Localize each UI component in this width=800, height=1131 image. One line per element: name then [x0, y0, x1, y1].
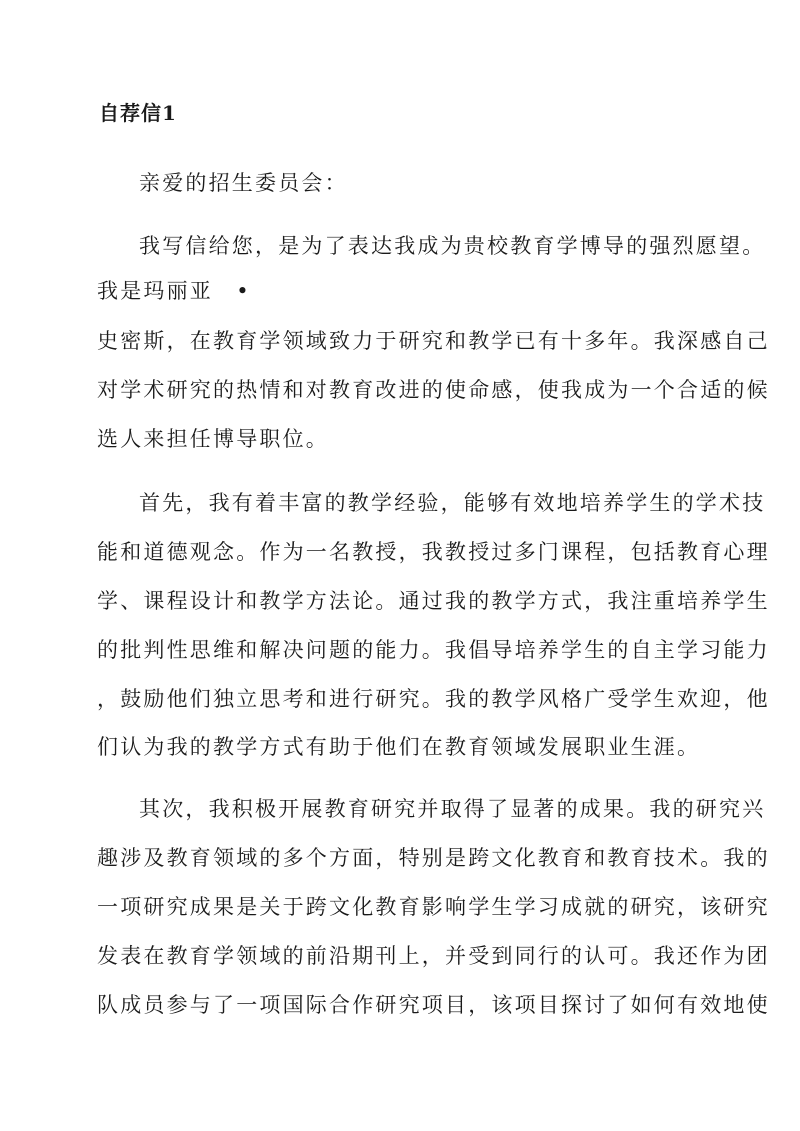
- text-line: 选人来担任博导职位。: [97, 427, 329, 451]
- text-line: 我写信给您，是为了表达我成为贵校教育学博导的强烈愿望。: [139, 234, 766, 258]
- text-line: ，鼓励他们独立思考和进行研究。我的教学风格广受学生欢迎，他: [97, 687, 770, 711]
- text-line: 首先，我有着丰富的教学经验，能够有效地培养学生的学术技: [139, 491, 766, 515]
- text-line: 我是玛丽亚 •: [97, 279, 251, 303]
- text-line: 趣涉及教育领域的多个方面，特别是跨文化教育和教育技术。我的: [97, 846, 770, 870]
- text-line: 史密斯，在教育学领域致力于研究和教学已有十多年。我深感自己: [97, 329, 770, 353]
- text-line: 能和道德观念。作为一名教授，我教授过多门课程，包括教育心理: [97, 540, 770, 564]
- text-line: 一项研究成果是关于跨文化教育影响学生学习成就的研究，该研究: [97, 895, 770, 919]
- text-line: 发表在教育学领域的前沿期刊上，并受到同行的认可。我还作为团: [97, 944, 770, 968]
- text-line: 对学术研究的热情和对教育改进的使命感，使我成为一个合适的候: [97, 378, 770, 402]
- text-line: 学、课程设计和教学方法论。通过我的教学方式，我注重培养学生: [97, 589, 770, 613]
- document-title: 自荐信1: [99, 101, 177, 125]
- text-line: 队成员参与了一项国际合作研究项目，该项目探讨了如何有效地使: [97, 993, 770, 1017]
- text-line: 的批判性思维和解决问题的能力。我倡导培养学生的自主学习能力: [97, 638, 770, 662]
- text-line: 其次，我积极开展教育研究并取得了显著的成果。我的研究兴: [139, 797, 766, 821]
- text-line: 们认为我的教学方式有助于他们在教育领域发展职业生涯。: [97, 735, 701, 759]
- salutation: 亲爱的招生委员会：: [139, 171, 348, 195]
